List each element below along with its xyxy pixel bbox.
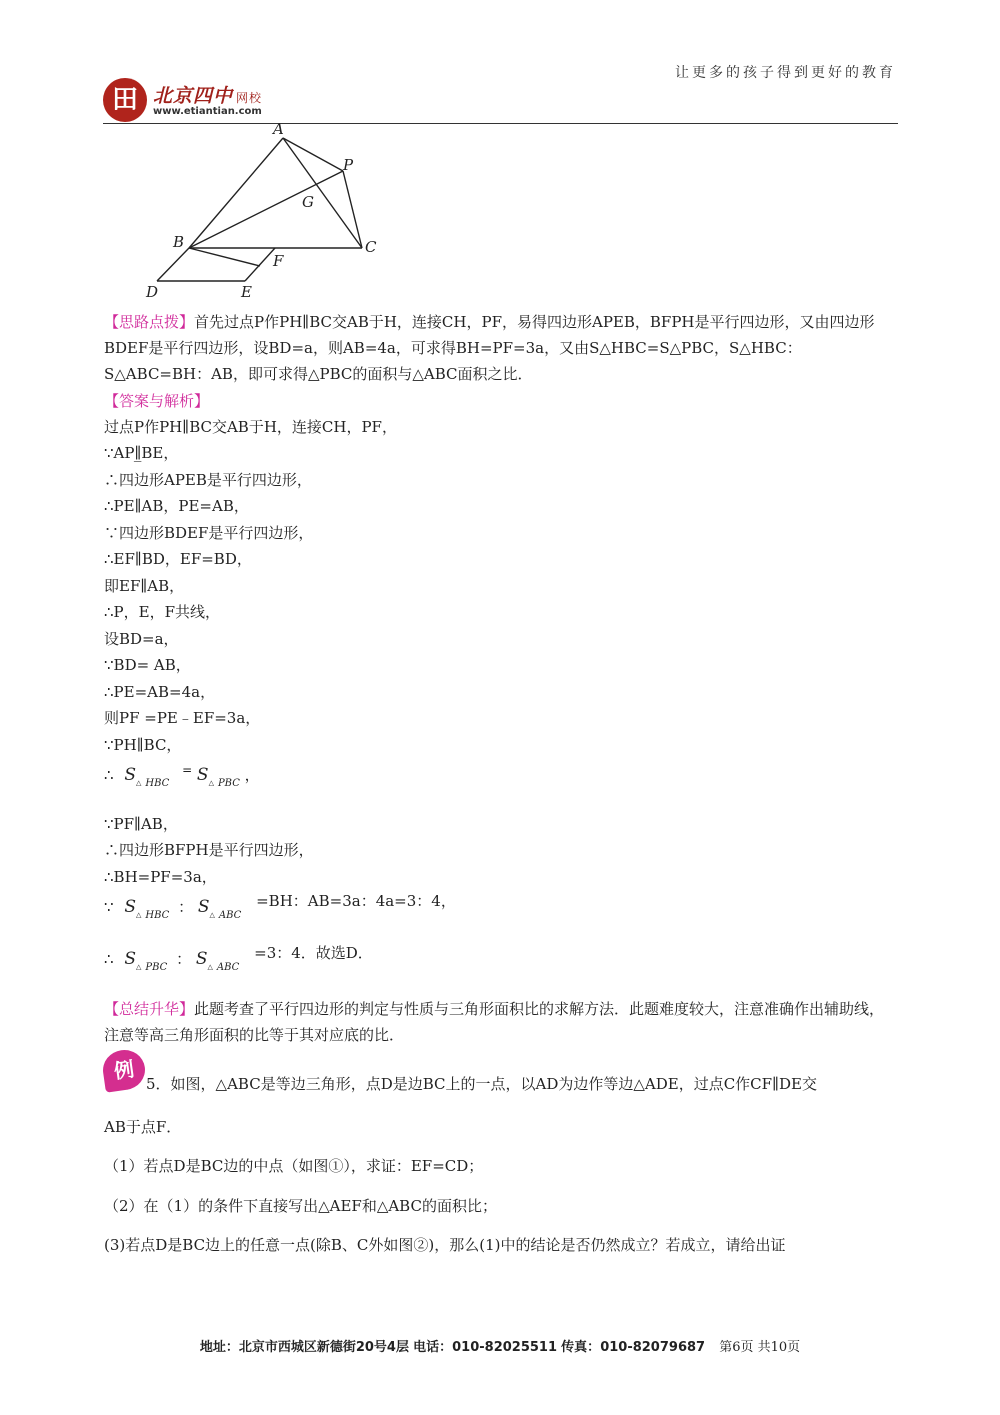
label-G: G xyxy=(302,193,314,211)
summary-tag: 【总结升华】 xyxy=(104,1000,195,1018)
header-slogan: 让更多的孩子得到更好的教育 xyxy=(675,65,896,81)
footer-fax-label: 传真： xyxy=(561,1340,601,1355)
geometry-figure xyxy=(140,120,400,305)
example-subquestion-2: （2）在（1）的条件下直接写出△AEF和△ABC的面积比； xyxy=(104,1197,497,1215)
math-equation-3 xyxy=(104,944,373,973)
math-subscript: ABC xyxy=(216,962,240,973)
logo-sub-text: 网校 xyxy=(236,91,263,105)
answer-line: ∵AP∥̲BE， xyxy=(104,444,179,462)
math-symbol-s: S xyxy=(124,949,136,969)
segment-BP xyxy=(189,171,343,248)
answer-line: ∵PF∥AB， xyxy=(104,815,178,833)
hint-tag: 【思路点拨】 xyxy=(104,313,195,331)
math-triangle: △ xyxy=(208,779,214,787)
label-F: F xyxy=(273,252,284,270)
answer-tag: 【答案与解析】 xyxy=(104,392,210,410)
geometry-diagram xyxy=(140,120,400,305)
label-A: A xyxy=(273,120,284,138)
hint-text: 首先过点P作PH∥BC交AB于H，连接CH，PF，易得四边形APEB，BFPH是平行四边形，又由四边形BDEF是平行四边形，设BD=a，则AB=4a，可求得BH=PF=3a，又由S△HBC=S△PBC，S△HBC：S△ABC=BH：AB，即可求得△PBC的面积与△ABC面积之比． xyxy=(104,313,875,383)
summary-paragraph xyxy=(104,996,898,1048)
logo-url: www.etiantian.com xyxy=(153,106,262,117)
math-symbol-s: S xyxy=(196,765,209,785)
segment-AC xyxy=(283,138,362,248)
answer-line: ∵四边形BDEF是平行四边形， xyxy=(104,524,314,542)
math-lead: ∵ xyxy=(104,898,114,916)
math-subscript: PBC xyxy=(217,778,240,789)
math-lead: ∴ xyxy=(104,766,114,784)
school-logo xyxy=(103,78,293,124)
answer-line: ∴P，E，F共线， xyxy=(104,603,220,621)
label-C: C xyxy=(365,238,377,256)
example-subquestion-1: （1）若点D是BC边的中点（如图①），求证：EF=CD； xyxy=(104,1157,484,1175)
example-question: 5．如图，△ABC是等边三角形，点D是边BC上的一点，以AD为边作等边△ADE，过点C作CF∥DE交 xyxy=(146,1075,817,1093)
label-D: D xyxy=(146,283,159,301)
segment-BF xyxy=(189,248,260,266)
answer-line: ∴BH=PF=3a， xyxy=(104,868,217,886)
math-equals: = xyxy=(182,763,193,777)
math-equation-1 xyxy=(104,763,260,789)
math-symbol-s: S xyxy=(195,949,208,969)
answer-line: 则PF =PE﹣EF=3a， xyxy=(104,709,261,727)
answer-line: 设BD=a， xyxy=(104,630,179,648)
math-tail: =3：4．故选D． xyxy=(254,944,373,962)
answer-line: ∴四边形APEB是平行四边形， xyxy=(104,471,312,489)
math-subscript: ABC xyxy=(218,910,242,921)
math-triangle: △ xyxy=(135,911,142,919)
example-badge-icon: 例 xyxy=(100,1047,147,1092)
segment-AB xyxy=(189,138,283,248)
label-P: P xyxy=(343,156,354,174)
math-lead: ∴ xyxy=(104,950,114,968)
math-symbol-s: S xyxy=(124,897,136,917)
math-tail: =BH：AB=3a：4a=3：4， xyxy=(256,892,456,910)
answer-line: ∴PE∥AB，PE=AB， xyxy=(104,497,249,515)
math-tail: ， xyxy=(244,766,260,784)
math-subscript: HBC xyxy=(145,910,170,921)
answer-line: 即EF∥AB， xyxy=(104,577,185,595)
logo-name-text: 北京四中 xyxy=(153,85,234,107)
logo-name xyxy=(153,81,262,108)
math-symbol-s: S xyxy=(124,765,136,785)
label-B: B xyxy=(173,233,185,251)
math-subscript: HBC xyxy=(145,778,170,789)
footer-phone-label: 电话： xyxy=(413,1340,453,1355)
answer-line: ∴四边形BFPH是平行四边形， xyxy=(104,841,314,859)
segment-PC xyxy=(343,171,362,248)
footer-page-number: 第6页 共10页 xyxy=(719,1340,801,1355)
summary-text: 此题考查了平行四边形的判定与性质与三角形面积比的求解方法．此题难度较大，注意准确作出辅助线，注意等高三角形面积的比等于其对应底的比． xyxy=(104,1000,885,1044)
footer-phone: 010-82025511 xyxy=(452,1340,558,1355)
footer-fax: 010-82079687 xyxy=(600,1340,706,1355)
math-symbol-s: S xyxy=(197,897,210,917)
segment-EF xyxy=(245,248,275,281)
math-subscript: PBC xyxy=(145,962,168,973)
hint-paragraph xyxy=(104,309,898,387)
math-colon: ： xyxy=(178,898,194,916)
logo-mark-icon: 田 xyxy=(103,78,147,122)
answer-line: 过点P作PH∥BC交AB于H，连接CH，PF， xyxy=(104,418,397,436)
answer-line: ∴EF∥BD，EF=BD， xyxy=(104,550,252,568)
label-E: E xyxy=(241,283,252,301)
example-question-cont: AB于点F． xyxy=(104,1118,182,1136)
math-triangle: △ xyxy=(207,963,213,971)
math-colon: ： xyxy=(176,950,192,968)
footer-address-label: 地址： xyxy=(199,1340,239,1355)
example-subquestion-3: (3)若点D是BC边上的任意一点(除B、C外如图②)，那么(1)中的结论是否仍然成立？若成立，请给出证 xyxy=(104,1236,786,1254)
math-triangle: △ xyxy=(135,779,142,787)
segment-AP xyxy=(283,138,343,171)
footer-address: 北京市西城区新德街20号4层 xyxy=(238,1340,409,1355)
math-triangle: △ xyxy=(135,963,142,971)
page-footer xyxy=(0,1336,1000,1355)
answer-line: ∵BD= AB， xyxy=(104,656,191,674)
answer-line: ∵PH∥BC， xyxy=(104,736,182,754)
segment-BD xyxy=(157,248,189,281)
answer-line: ∴PE=AB=4a， xyxy=(104,683,216,701)
math-triangle: △ xyxy=(209,911,215,919)
math-equation-2 xyxy=(104,892,456,921)
